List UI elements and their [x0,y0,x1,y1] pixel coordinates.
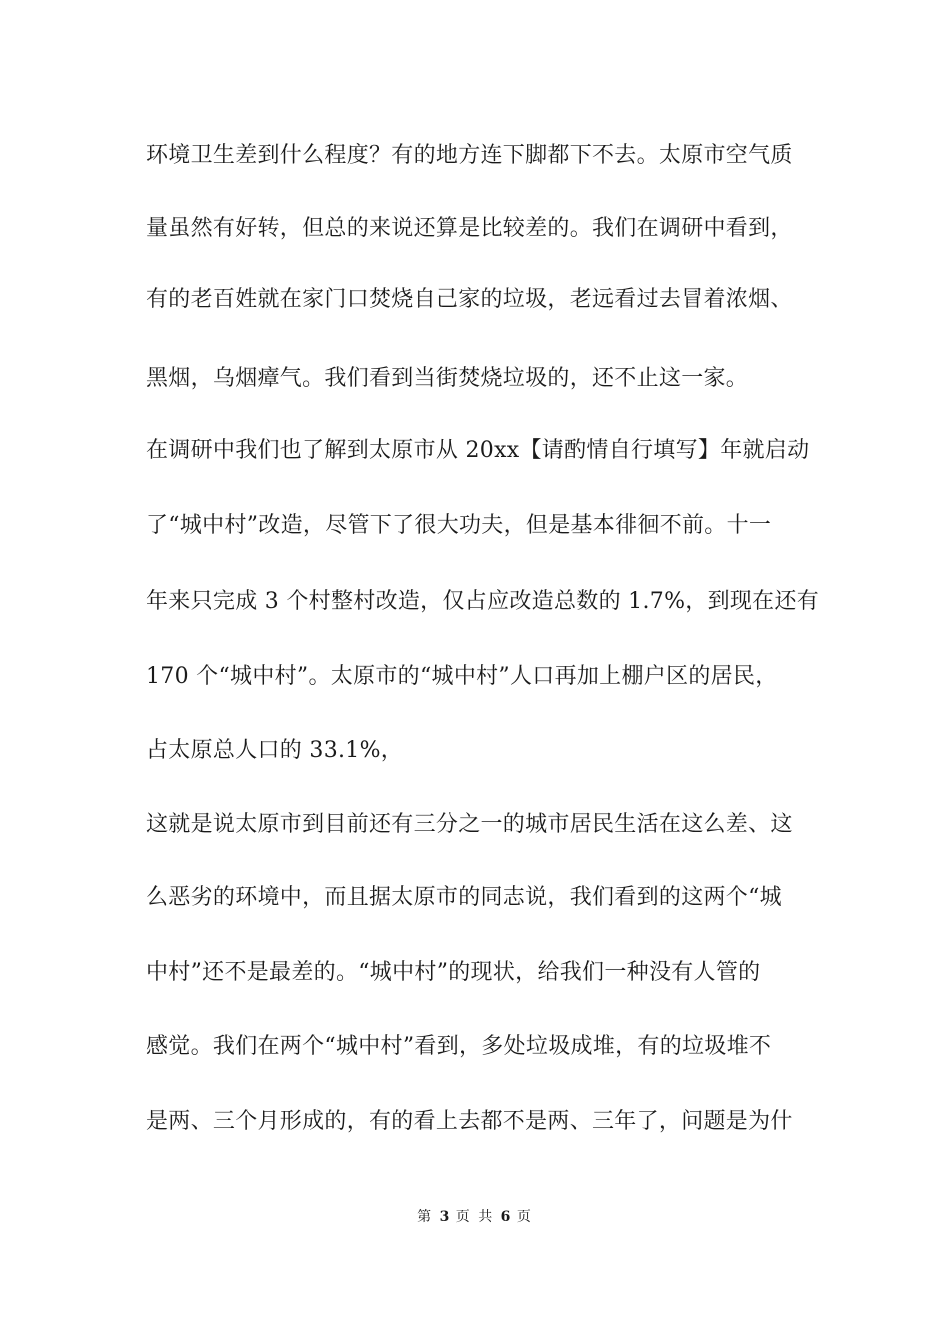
current-page-number: 3 [439,1209,450,1225]
footer-middle: 页 共 [455,1209,495,1225]
paragraph-line-6: 了“城中村”改造，尽管下了很大功夫，但是基本徘徊不前。十一 [146,513,772,538]
paragraph-line-10: 这就是说太原市到目前还有三分之一的城市居民生活在这么差、这 [146,812,793,837]
paragraph-line-14: 是两、三个月形成的，有的看上去都不是两、三年了，问题是为什 [146,1109,793,1134]
paragraph-line-13: 感觉。我们在两个“城中村”看到，多处垃圾成堆，有的垃圾堆不 [146,1034,772,1059]
paragraph-line-5: 在调研中我们也了解到太原市从 20xx【请酌情自行填写】年就启动 [146,438,810,463]
paragraph-line-8: 170 个“城中村”。太原市的“城中村”人口再加上棚户区的居民， [146,664,778,689]
total-page-number: 6 [500,1209,511,1225]
paragraph-line-9: 占太原总人口的 33.1%， [146,738,404,763]
footer-suffix: 页 [516,1209,533,1225]
paragraph-line-4: 黑烟，乌烟瘴气。我们看到当街焚烧垃圾的，还不止这一家。 [146,366,749,391]
paragraph-line-1: 环境卫生差到什么程度？有的地方连下脚都下不去。太原市空气质 [146,143,793,168]
footer-prefix: 第 [417,1209,434,1225]
page-footer [0,1208,950,1226]
paragraph-line-12: 中村”还不是最差的。“城中村”的现状，给我们一种没有人管的 [146,960,761,985]
paragraph-line-7: 年来只完成 3 个村整村改造，仅占应改造总数的 1.7%，到现在还有 [146,589,820,614]
paragraph-line-3: 有的老百姓就在家门口焚烧自己家的垃圾，老远看过去冒着浓烟、 [146,287,793,312]
paragraph-line-11: 么恶劣的环境中，而且据太原市的同志说，我们看到的这两个“城 [146,885,782,910]
paragraph-line-2: 量虽然有好转，但总的来说还算是比较差的。我们在调研中看到， [146,216,793,241]
